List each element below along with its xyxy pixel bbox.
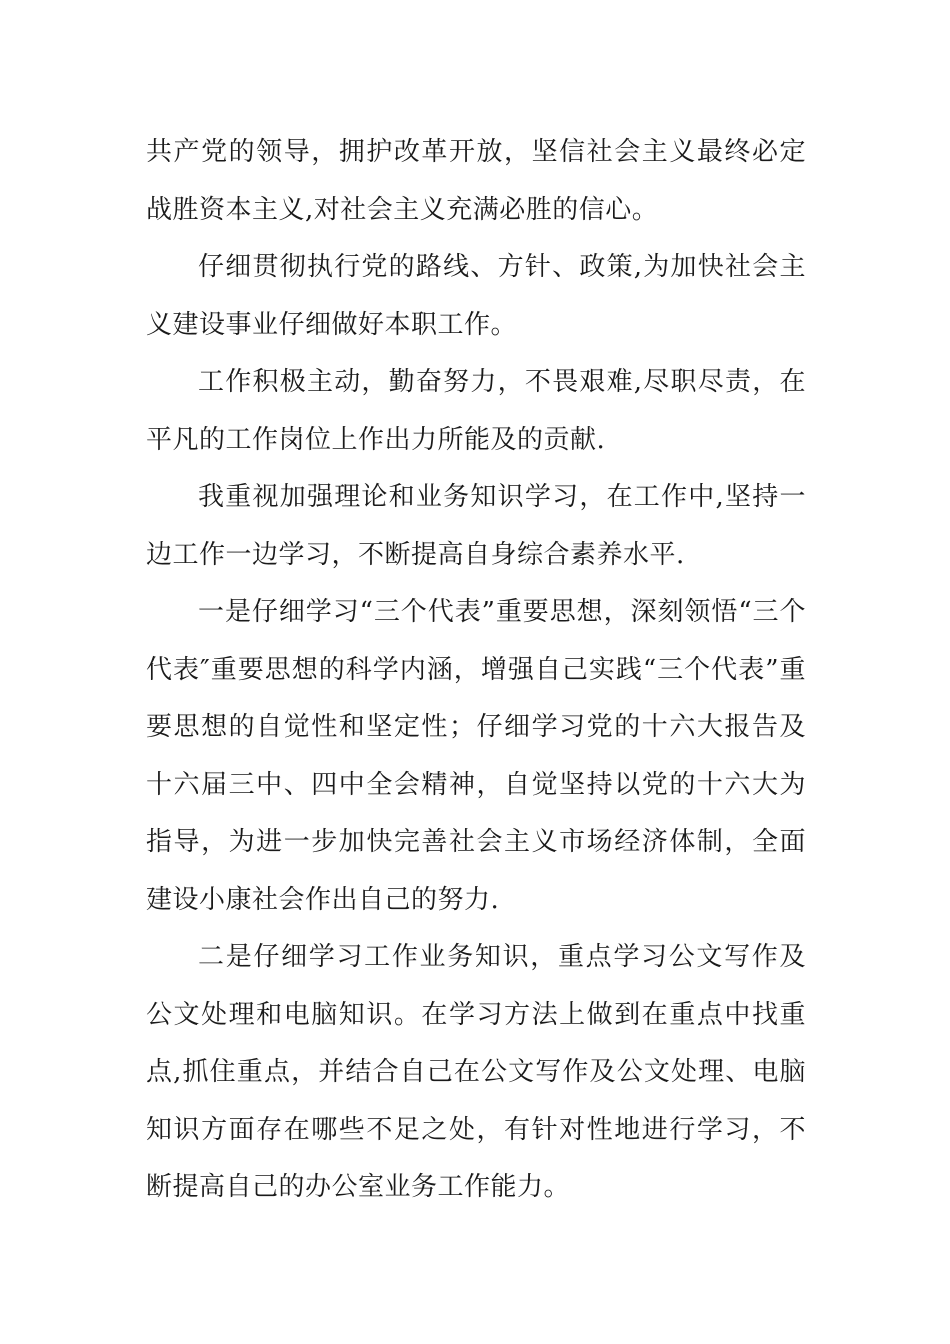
- paragraph-4: 我重视加强理论和业务知识学习，在工作中,坚持一边工作一边学习，不断提高自身综合素养水平.: [146, 482, 806, 570]
- paragraph-3: 工作积极主动，勤奋努力，不畏艰难,尽职尽责，在平凡的工作岗位上作出力所能及的贡献.: [146, 367, 806, 455]
- paragraph-6: 二是仔细学习工作业务知识，重点学习公文写作及公文处理和电脑知识。在学习方法上做到在重点中找重点,抓住重点，并结合自己在公文写作及公文处理、电脑知识方面存在哪些不足之处，有针对性地进行学习，不断提高自己的办公室业务工作能力。: [146, 942, 806, 1202]
- paragraph-5: 一是仔细学习“三个代表”重要思想，深刻领悟“三个代表″重要思想的科学内涵，增强自己实践“三个代表”重要思想的自觉性和坚定性；仔细学习党的十六大报告及十六届三中、四中全会精神，自觉坚持以党的十六大为指导，为进一步加快完善社会主义市场经济体制，全面建设小康社会作出自己的努力.: [146, 597, 806, 915]
- paragraph-1: 共产党的领导，拥护改革开放，坚信社会主义最终必定战胜资本主义,对社会主义充满必胜的信心。: [146, 137, 806, 225]
- paragraph-2: 仔细贯彻执行党的路线、方针、政策,为加快社会主义建设事业仔细做好本职工作。: [146, 252, 806, 340]
- document-body: [146, 124, 806, 1217]
